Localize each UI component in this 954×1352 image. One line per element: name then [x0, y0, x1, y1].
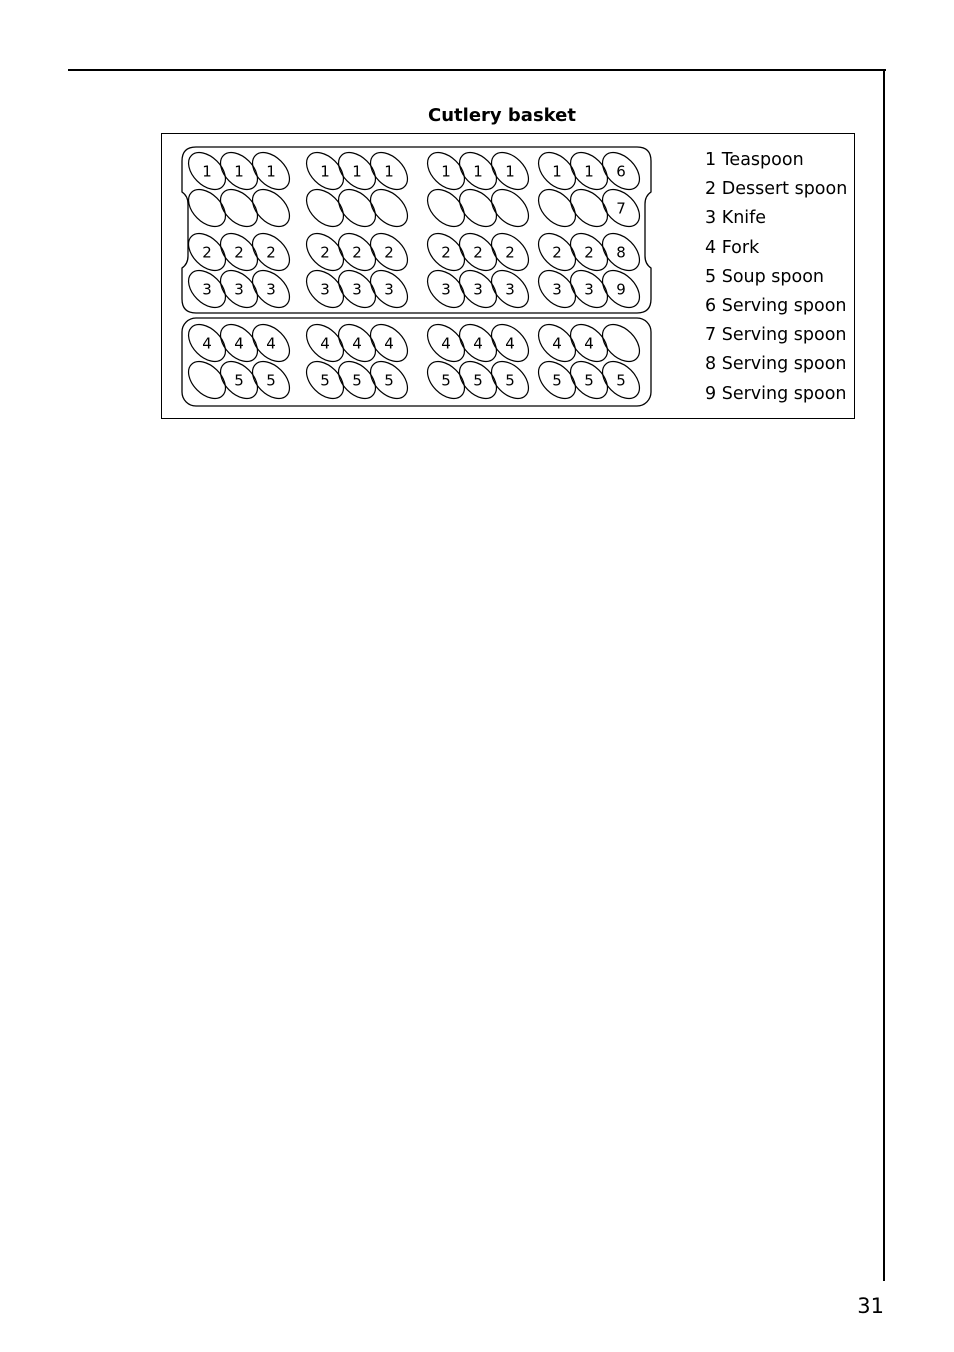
cutlery-slot: [246, 146, 297, 197]
slot-number: 8: [616, 243, 626, 262]
cutlery-slot: [485, 227, 536, 278]
cutlery-slot: [300, 318, 351, 369]
slot-number: 4: [320, 334, 330, 353]
slot-number: 3: [202, 280, 212, 299]
legend-item: [705, 321, 847, 350]
cutlery-slot: [332, 318, 383, 369]
slot-outline: [182, 183, 233, 234]
cutlery-slot: [214, 227, 265, 278]
cutlery-slot: [453, 183, 504, 234]
cutlery-slot: [246, 264, 297, 315]
legend-number: 5: [705, 266, 717, 287]
slot-number: 9: [616, 280, 626, 299]
slot-number: 1: [441, 162, 451, 181]
cutlery-slot: [485, 264, 536, 315]
slot-outline: [364, 183, 415, 234]
cutlery-slot: [182, 227, 233, 278]
legend-item: [705, 350, 847, 379]
cutlery-slot: [596, 264, 647, 315]
slot-outline: [485, 183, 536, 234]
cutlery-slot: [300, 183, 351, 234]
slot-outline: [332, 183, 383, 234]
slot-number: 5: [505, 371, 515, 390]
legend-number: 4: [705, 237, 717, 258]
cutlery-slot: [421, 183, 472, 234]
slot-number: 1: [234, 162, 244, 181]
cutlery-slot: [182, 264, 233, 315]
cutlery-slot: [246, 318, 297, 369]
legend-label: Serving spoon: [721, 325, 847, 346]
cutlery-slot: [564, 146, 615, 197]
cutlery-slot: [332, 227, 383, 278]
slot-number: 5: [552, 371, 562, 390]
slot-number: 5: [616, 371, 626, 390]
slot-number: 5: [584, 371, 594, 390]
cutlery-slot: [364, 355, 415, 406]
slot-number: 4: [234, 334, 244, 353]
cutlery-slot: [596, 355, 647, 406]
cutlery-slot: [485, 355, 536, 406]
slot-number: 4: [473, 334, 483, 353]
upper-basket-outline: [182, 147, 651, 313]
slot-number: 2: [320, 243, 330, 262]
cutlery-slot: [332, 183, 383, 234]
legend-label: Soup spoon: [721, 266, 825, 287]
slot-number: 4: [384, 334, 394, 353]
legend-item: [705, 380, 847, 409]
cutlery-slot: [532, 264, 583, 315]
slot-number: 3: [266, 280, 276, 299]
cutlery-slot: [246, 183, 297, 234]
legend-item: [705, 263, 847, 292]
cutlery-slot: [364, 146, 415, 197]
cutlery-slot: [453, 318, 504, 369]
cutlery-slot: [364, 264, 415, 315]
slot-outline: [564, 183, 615, 234]
slot-number: 2: [384, 243, 394, 262]
slot-number: 5: [441, 371, 451, 390]
slot-number: 2: [584, 243, 594, 262]
slot-number: 3: [552, 280, 562, 299]
cutlery-slot: [421, 227, 472, 278]
slot-outline: [596, 318, 647, 369]
cutlery-slot: [182, 318, 233, 369]
slot-number: 4: [505, 334, 515, 353]
slot-number: 1: [266, 162, 276, 181]
cutlery-slot: [453, 146, 504, 197]
legend-label: Serving spoon: [721, 383, 847, 404]
slot-number: 2: [234, 243, 244, 262]
cutlery-slot: [182, 146, 233, 197]
cutlery-slot: [214, 183, 265, 234]
slot-number: 5: [352, 371, 362, 390]
slot-outline: [421, 183, 472, 234]
legend-item: [705, 204, 847, 233]
cutlery-slot: [364, 227, 415, 278]
cutlery-slot: [485, 318, 536, 369]
cutlery-slot: [532, 355, 583, 406]
cutlery-slot: [596, 183, 647, 234]
slot-outline: [532, 183, 583, 234]
page-number: 31: [857, 1294, 884, 1318]
cutlery-slot: [300, 355, 351, 406]
cutlery-slot: [485, 183, 536, 234]
slot-number: 3: [473, 280, 483, 299]
slot-number: 7: [616, 199, 626, 218]
slot-number: 5: [473, 371, 483, 390]
slot-number: 2: [266, 243, 276, 262]
slot-number: 1: [320, 162, 330, 181]
slot-number: 4: [441, 334, 451, 353]
slot-number: 3: [384, 280, 394, 299]
cutlery-slot: [364, 183, 415, 234]
cutlery-slot: [485, 146, 536, 197]
slot-number: 4: [202, 334, 212, 353]
slot-number: 1: [202, 162, 212, 181]
cutlery-slot: [532, 318, 583, 369]
slot-number: 1: [352, 162, 362, 181]
cutlery-slot: [214, 318, 265, 369]
slot-number: 5: [266, 371, 276, 390]
legend-item: [705, 292, 847, 321]
slot-number: 4: [552, 334, 562, 353]
slot-number: 3: [441, 280, 451, 299]
slot-number: 2: [505, 243, 515, 262]
legend-number: 1: [705, 150, 717, 170]
cutlery-slot: [300, 264, 351, 315]
cutlery-slot: [564, 355, 615, 406]
slot-number: 4: [584, 334, 594, 353]
slot-number: 1: [552, 162, 562, 181]
legend-item: [705, 146, 847, 175]
cutlery-slot: [564, 318, 615, 369]
legend-number: 6: [705, 295, 717, 316]
legend-label: Dessert spoon: [721, 179, 848, 200]
slot-outline: [214, 183, 265, 234]
slot-number: 2: [552, 243, 562, 262]
cutlery-slot: [453, 264, 504, 315]
cutlery-slot: [453, 355, 504, 406]
slot-number: 3: [234, 280, 244, 299]
legend-label: Fork: [721, 237, 760, 258]
slot-number: 3: [584, 280, 594, 299]
legend-label: Serving spoon: [721, 354, 847, 375]
cutlery-slot: [421, 355, 472, 406]
legend-number: 9: [705, 383, 717, 404]
slot-number: 1: [505, 162, 515, 181]
cutlery-slot: [364, 318, 415, 369]
section-title: Cutlery basket: [428, 105, 576, 126]
slot-number: 5: [384, 371, 394, 390]
slot-number: 1: [584, 162, 594, 181]
cutlery-slot: [332, 264, 383, 315]
cutlery-slot: [564, 264, 615, 315]
cutlery-slot: [246, 227, 297, 278]
slot-number: 6: [616, 162, 626, 181]
slot-number: 1: [473, 162, 483, 181]
slot-number: 2: [473, 243, 483, 262]
cutlery-slot: [532, 227, 583, 278]
slot-outline: [453, 183, 504, 234]
slot-number: 3: [352, 280, 362, 299]
cutlery-slot: [421, 264, 472, 315]
cutlery-slot: [453, 227, 504, 278]
slot-number: 5: [234, 371, 244, 390]
slot-number: 3: [320, 280, 330, 299]
cutlery-slot: [596, 227, 647, 278]
cutlery-slot: [564, 227, 615, 278]
cutlery-slot: [182, 355, 233, 406]
legend: [705, 146, 847, 409]
cutlery-slot: [214, 264, 265, 315]
slot-number: 4: [266, 334, 276, 353]
slot-number: 2: [202, 243, 212, 262]
legend-number: 3: [705, 208, 717, 229]
cutlery-slot: [300, 227, 351, 278]
legend-number: 8: [705, 354, 717, 375]
legend-label: Knife: [721, 208, 767, 229]
slot-number: 2: [352, 243, 362, 262]
cutlery-slot: [300, 146, 351, 197]
cutlery-slot: [214, 355, 265, 406]
cutlery-slot: [421, 146, 472, 197]
legend-item: [705, 234, 847, 263]
slot-outline: [182, 355, 233, 406]
cutlery-slot: [596, 318, 647, 369]
cutlery-slot: [564, 183, 615, 234]
slot-number: 4: [352, 334, 362, 353]
legend-number: 7: [705, 325, 717, 346]
cutlery-slot: [532, 146, 583, 197]
cutlery-slot: [214, 146, 265, 197]
slot-outline: [300, 183, 351, 234]
legend-label: Serving spoon: [721, 295, 847, 316]
cutlery-slot: [332, 355, 383, 406]
slot-outline: [246, 183, 297, 234]
slot-number: 5: [320, 371, 330, 390]
cutlery-slot: [182, 183, 233, 234]
legend-number: 2: [705, 179, 717, 200]
cutlery-slot: [246, 355, 297, 406]
cutlery-slot: [332, 146, 383, 197]
cutlery-slot: [532, 183, 583, 234]
legend-item: [705, 175, 847, 204]
cutlery-slot: [596, 146, 647, 197]
cutlery-slot: [421, 318, 472, 369]
slot-number: 2: [441, 243, 451, 262]
slot-number: 1: [384, 162, 394, 181]
slot-number: 3: [505, 280, 515, 299]
legend-label: Teaspoon: [721, 150, 804, 170]
